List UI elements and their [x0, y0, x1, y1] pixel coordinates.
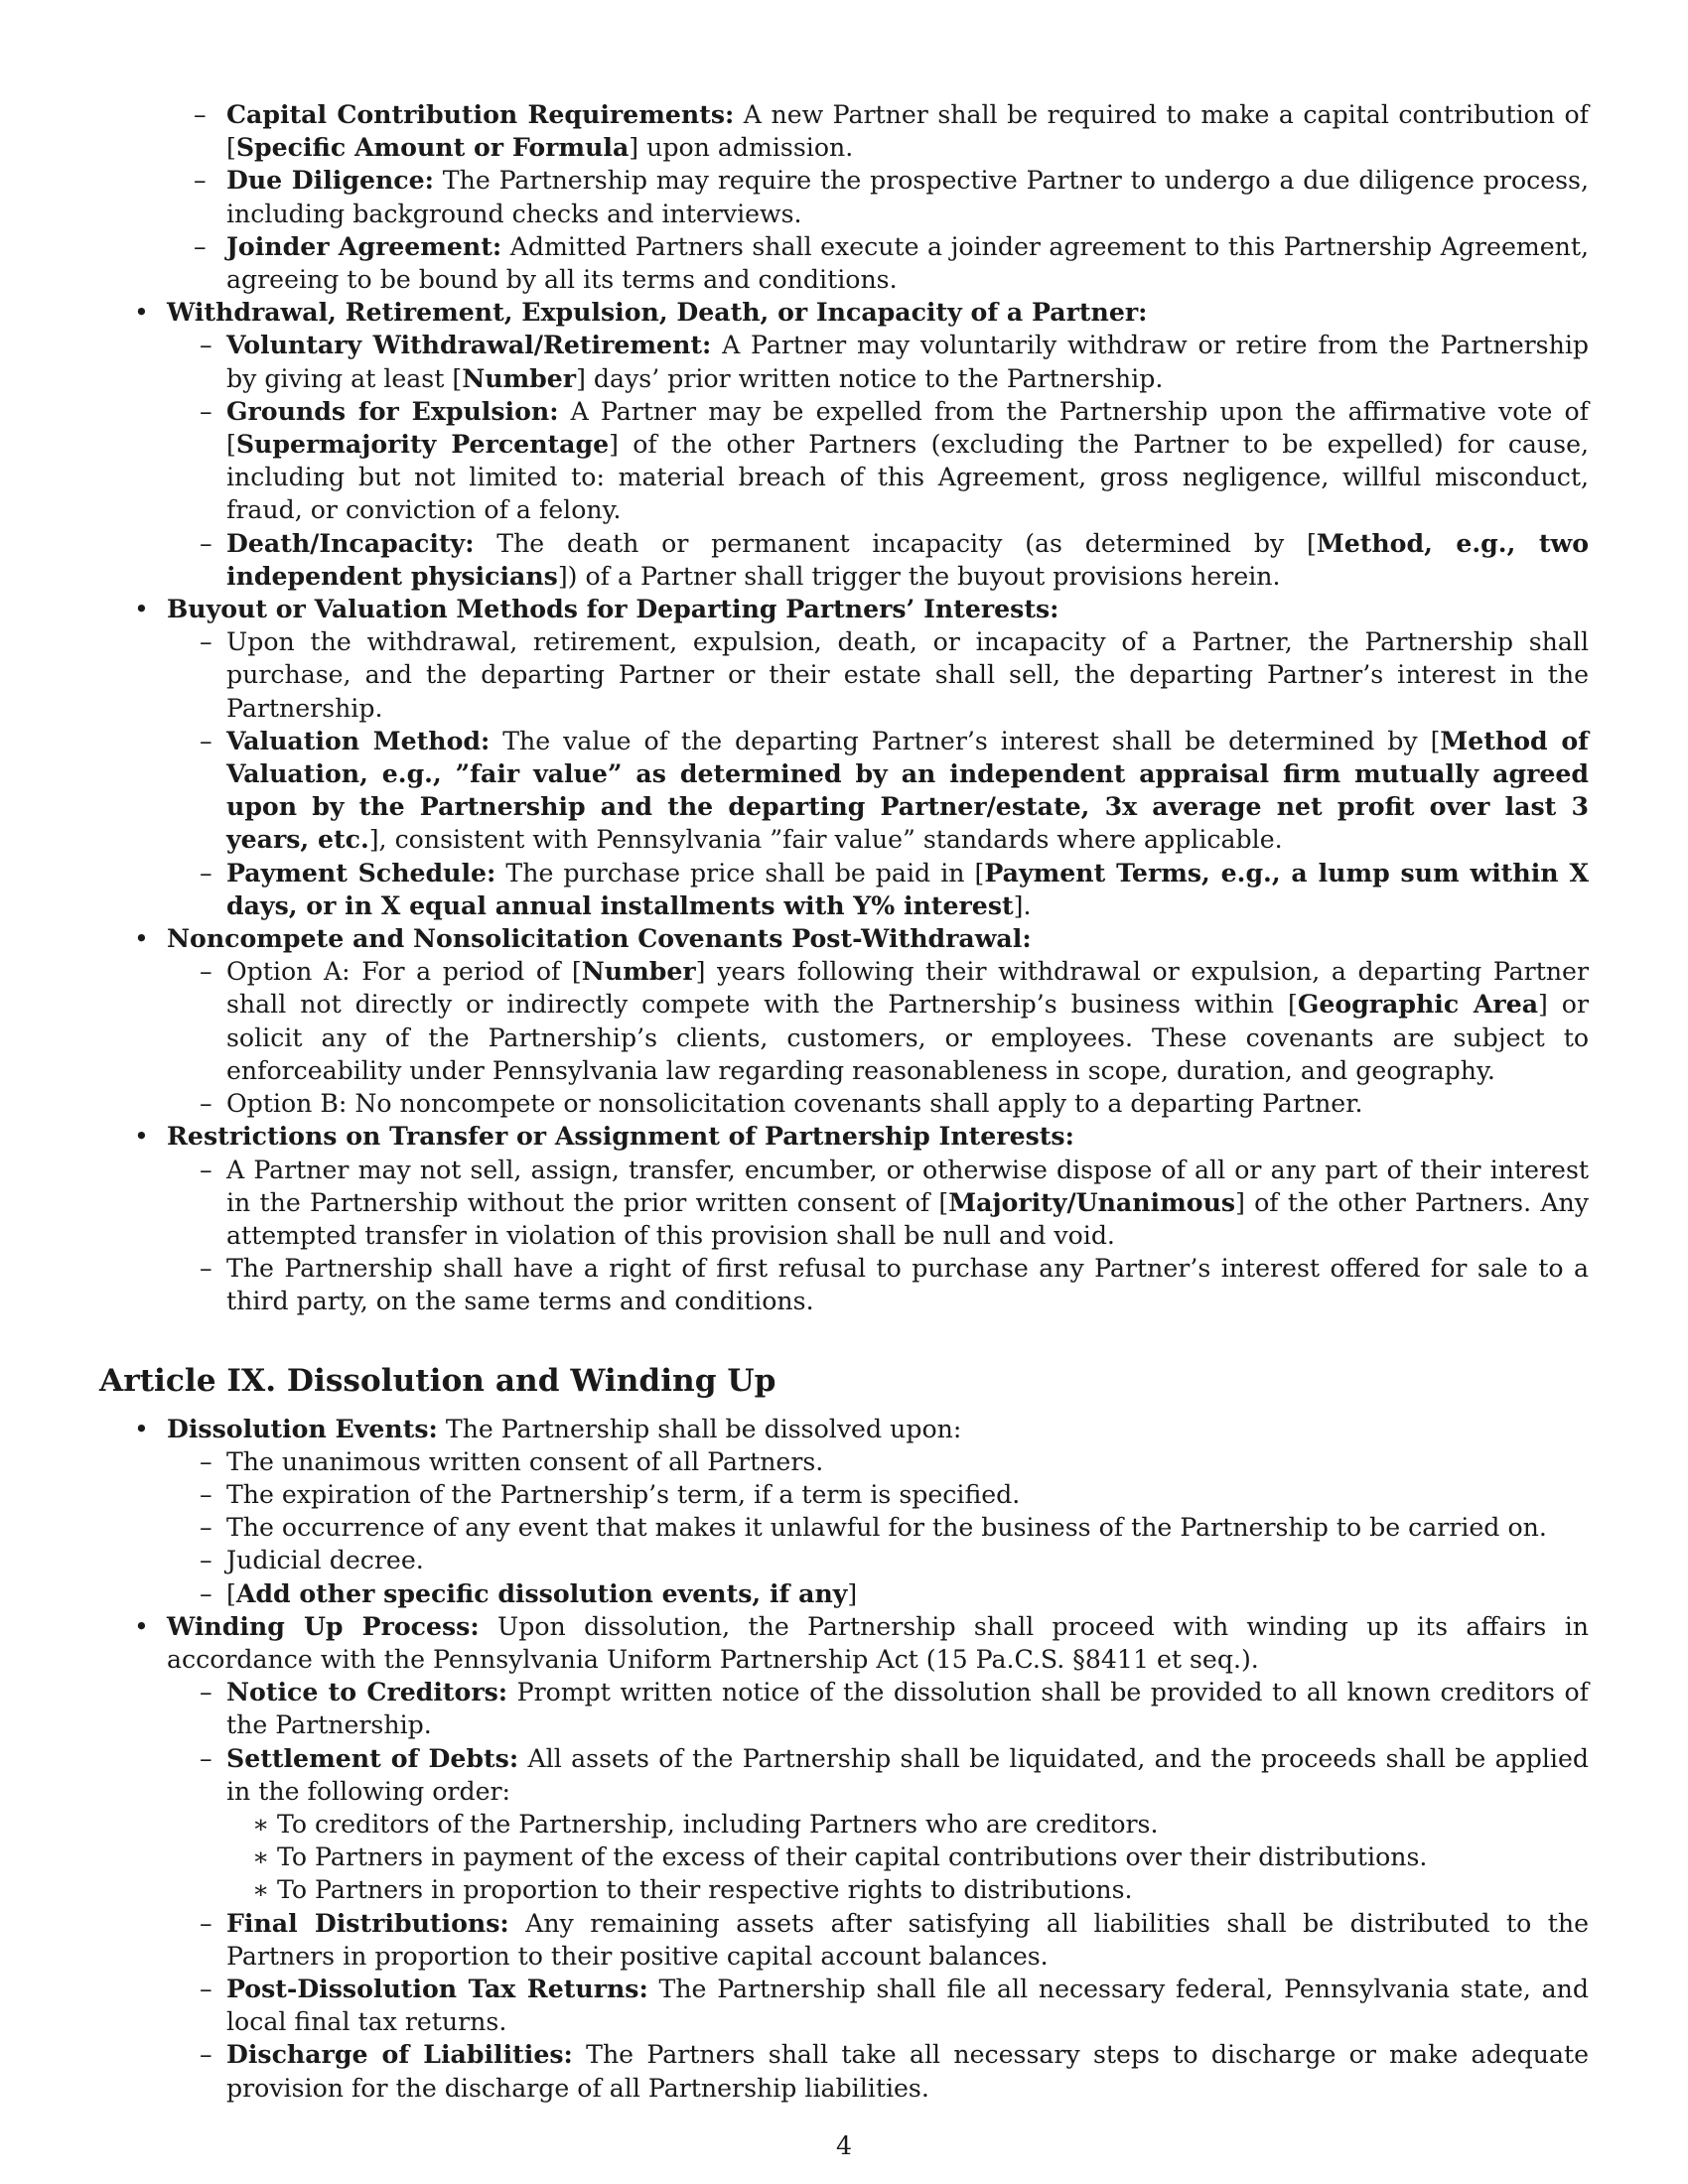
item-label: Dissolution Events: [167, 1413, 438, 1443]
item-label: Joinder Agreement: [226, 230, 502, 261]
item-label: Discharge of Liabilities: [226, 2039, 573, 2070]
dash-marker: – [194, 231, 207, 261]
list-item: – Voluntary Withdrawal/Retirement: A Partner may voluntarily withdraw or retire from the Partnership by giving at least [Number] days’ prior written notice to the Partnership. [200, 330, 1589, 393]
item-label: Settlement of Debts: [226, 1742, 519, 1773]
list-item: – The Partnership shall have a right of first refusal to purchase any Partner’s interest offered for sale to a third party, on the same terms and conditions. [200, 1254, 1589, 1316]
item-label: Payment Schedule: [226, 857, 496, 887]
admission-requirements-list [99, 98, 1589, 296]
list-item: – Grounds for Expulsion: A Partner may be expelled from the Partnership upon the affirmative vote of [Supermajority Percentage] of the other Partners (excluding the Partner to be expelled) for cause, including but not limited to: material breach of this Agreement, gross negligence, willful misconduct, fraud, or conviction of a felony. [200, 395, 1589, 525]
placeholder: Specific Amount or Formula [235, 132, 630, 163]
article-heading: Article IX. Dissolution and Winding Up [99, 1362, 776, 1399]
dash-marker: – [200, 726, 212, 755]
section-heading: Buyout or Valuation Methods for Departing Partners’ Interests: [167, 594, 1059, 624]
dash-marker: – [200, 1974, 212, 2003]
dash-marker: – [200, 528, 212, 558]
placeholder: Method, e.g., two independent physicians [226, 527, 1589, 591]
transfer-sublist [167, 1154, 1589, 1318]
dash-marker: – [200, 1089, 212, 1119]
bullet-marker: • [134, 1414, 149, 1443]
list-item-winding-up: • Winding Up Process: Upon dissolution, the Partnership shall proceed with winding up its affairs in accordance with the Pennsylvania Uniform Partnership Act (15 Pa.C.S. §8411 et seq.). – Notice to Creditors: Prompt written notice of the dissolution shall be provided to all known creditors of the Partnership. – Settlement of Debts: All assets of the Partnership shall be liquidated, and the proceeds shall be applied in the following order: ∗ To creditors of the Partnership, including Partners who are creditors. ∗ To Partners in payment of the excess of their capital contributions over their distributions. ∗ To Partners in proportion to their respective rights to distributions. – Final Distributions: Any remaining assets after satisfying all liabilities shall be distributed to the Partners in proportion to their positive capital account balances. – Post-Dissolution Tax Returns: The Partnership shall file all necessary federal, Pennsylvania state, and local final tax returns. – Discharge of Liabilities: The Partners shall take all necessary steps to discharge or make adequate provision for the discharge of all Partnership liabilities. [99, 1610, 1589, 2105]
list-item: – Upon the withdrawal, retirement, expulsion, death, or incapacity of a Partner, the Partnership shall purchase, and the departing Partner or their estate shall sell, the departing Partner’s interest in the Partnership. [200, 627, 1589, 723]
bullet-marker: • [134, 924, 149, 954]
list-item: ∗ To Partners in payment of the excess of their capital contributions over their distributions. [226, 1841, 1589, 1873]
star-marker: ∗ [252, 1843, 270, 1872]
dash-marker: – [200, 1546, 212, 1575]
dissolution-events-list [167, 1445, 1589, 1610]
dash-marker: – [200, 396, 212, 426]
item-label: Due Diligence: [226, 165, 434, 196]
list-item: – Option B: No noncompete or nonsolicitation covenants shall apply to a departing Partner. [167, 1087, 1589, 1120]
item-label: Final Distributions: [226, 1907, 509, 1938]
list-item: – The occurrence of any event that makes it unlawful for the business of the Partnership to be carried on. [167, 1511, 1589, 1544]
bullet-marker: • [134, 298, 149, 328]
item-label: Grounds for Expulsion: [226, 395, 559, 426]
list-item: ∗ To Partners in proportion to their respective rights to distributions. [226, 1873, 1589, 1906]
article-8-list [99, 296, 1589, 1317]
item-label: Valuation Method: [226, 725, 491, 755]
document-page [99, 98, 1589, 2105]
dash-marker: – [200, 2040, 212, 2070]
item-label: Post-Dissolution Tax Returns: [226, 1973, 648, 2003]
star-marker: ∗ [252, 1875, 270, 1905]
placeholder: Payment Terms, e.g., a lump sum within X days, or in X equal annual installments with Y% interest [226, 857, 1589, 920]
dash-marker: – [200, 627, 212, 657]
list-item: – [Add other specific dissolution events, if any] [167, 1577, 1589, 1610]
buyout-sublist [167, 625, 1589, 922]
noncompete-sublist [167, 955, 1589, 1120]
winding-up-sublist [167, 1676, 1589, 2105]
dash-marker: – [200, 331, 212, 360]
dash-marker: – [200, 1479, 212, 1509]
placeholder: Geographic Area [1297, 989, 1539, 1020]
list-item: – Capital Contribution Requirements: A new Partner shall be required to make a capital contribution of [Specific Amount or Formula] upon admission. [194, 99, 1590, 163]
dash-marker: – [200, 1155, 212, 1184]
page-number: 4 [835, 2131, 853, 2160]
list-item: – Post-Dissolution Tax Returns: The Partnership shall file all necessary federal, Pennsylvania state, and local final tax returns. [200, 1973, 1589, 2037]
section-heading: Withdrawal, Retirement, Expulsion, Death, or Incapacity of a Partner: [167, 297, 1148, 328]
list-item: – The unanimous written consent of all Partners. [167, 1445, 1589, 1478]
dash-marker: – [200, 858, 212, 887]
item-label: Capital Contribution Requirements: [226, 99, 735, 129]
list-item: – The expiration of the Partnership’s term, if a term is specified. [167, 1478, 1589, 1511]
dash-marker: – [200, 1678, 212, 1707]
placeholder: Majority/Unanimous [948, 1186, 1236, 1217]
list-item: – Valuation Method: The value of the departing Partner’s interest shall be determined by [Method of Valuation, e.g., ”fair value” as determined by an independent appraisal firm mutually agreed upon by the Partnership and the departing Partner/estate, 3x average net profit over last 3 years, etc.], consistent with Pennsylvania ”fair value” standards where applicable. [200, 725, 1589, 855]
section-heading: Noncompete and Nonsolicitation Covenants Post-Withdrawal: [167, 923, 1032, 954]
list-item-dissolution: • Dissolution Events: The Partnership shall be dissolved upon: – The unanimous written consent of all Partners. – The expiration of the Partnership’s term, if a term is specified. – The occurrence of any event that makes it unlawful for the business of the Partnership to be carried on. – Judicial decree. – [Add other specific dissolution events, if any] [99, 1413, 1589, 1610]
dash-marker: – [200, 1908, 212, 1938]
list-item: – Notice to Creditors: Prompt written notice of the dissolution shall be provided to all known creditors of the Partnership. [200, 1677, 1589, 1740]
list-item-noncompete [99, 922, 1589, 1120]
bullet-marker: • [134, 595, 149, 624]
list-item: – A Partner may not sell, assign, transfer, encumber, or otherwise dispose of all or any part of their interest in the Partnership without the prior written consent of [Majority/Unanimous] of the other Partners. Any attempted transfer in violation of this provision shall be null and void. [200, 1155, 1589, 1250]
dash-marker: – [200, 1254, 212, 1284]
list-item-buyout [99, 593, 1589, 922]
list-item-withdrawal [99, 296, 1589, 593]
list-item: – Final Distributions: Any remaining assets after satisfying all liabilities shall be distributed to the Partners in proportion to their positive capital account balances. [200, 1907, 1589, 1971]
withdrawal-sublist [167, 329, 1589, 593]
article-9-list [99, 1413, 1589, 2105]
bullet-marker: • [134, 1122, 149, 1152]
placeholder: Number [581, 956, 696, 987]
item-label: Winding Up Process: [167, 1610, 480, 1641]
list-item: – Option A: For a period of [Number] years following their withdrawal or expulsion, a departing Partner shall not directly or indirectly compete with the Partnership’s business within [Geographic Area] or solicit any of the Partnership’s clients, customers, or employees. These covenants are subject to enforceability under Pennsylvania law regarding reasonableness in scope, duration, and geography. [200, 956, 1589, 1085]
dash-marker: – [200, 1513, 212, 1543]
placeholder: Number [462, 362, 577, 393]
list-item: – Payment Schedule: The purchase price shall be paid in [Payment Terms, e.g., a lump sum within X days, or in X equal annual installments with Y% interest]. [200, 857, 1589, 920]
dash-marker: – [200, 1446, 212, 1476]
section-heading: Restrictions on Transfer or Assignment of Partnership Interests: [167, 1121, 1074, 1152]
list-item: – Settlement of Debts: All assets of the Partnership shall be liquidated, and the proceeds shall be applied in the following order: ∗ To creditors of the Partnership, including Partners who are creditors. ∗ To Partners in payment of the excess of their capital contributions over their distributions. ∗ To Partners in proportion to their respective rights to distributions. [167, 1742, 1589, 1907]
settlement-order-list [226, 1808, 1589, 1907]
placeholder: Supermajority Percentage [235, 429, 610, 460]
item-label: Death/Incapacity: [226, 527, 475, 558]
list-item: ∗ To creditors of the Partnership, including Partners who are creditors. [226, 1808, 1589, 1841]
list-item: – Judicial decree. [167, 1544, 1589, 1576]
list-item: – Discharge of Liabilities: The Partners shall take all necessary steps to discharge or make adequate provision for the discharge of all Partnership liabilities. [200, 2039, 1589, 2103]
list-item: – Due Diligence: The Partnership may require the prospective Partner to undergo a due diligence process, including background checks and interviews. [194, 165, 1589, 228]
dash-marker: – [194, 100, 207, 129]
placeholder: Add other specific dissolution events, if any [235, 1577, 848, 1608]
list-item-transfer [99, 1120, 1589, 1317]
list-item: – Joinder Agreement: Admitted Partners shall execute a joinder agreement to this Partnership Agreement, agreeing to be bound by all its terms and conditions. [194, 230, 1590, 295]
dash-marker: – [194, 166, 207, 196]
dash-marker: – [200, 1578, 212, 1608]
dash-marker: – [200, 1743, 212, 1773]
list-item: – Death/Incapacity: The death or permanent incapacity (as determined by [Method, e.g., two independent physicians]) of a Partner shall trigger the buyout provisions herein. [200, 527, 1589, 591]
dash-marker: – [200, 957, 212, 987]
item-label: Voluntary Withdrawal/Retirement: [226, 330, 712, 360]
star-marker: ∗ [252, 1809, 270, 1839]
bullet-marker: • [134, 1611, 149, 1641]
placeholder: Method of Valuation, e.g., ”fair value” as determined by an independent appraisal firm mutually agreed upon by the Partnership and the departing Partner/estate, 3x average net profit over last 3 years, etc. [226, 725, 1589, 855]
item-label: Notice to Creditors: [226, 1677, 508, 1707]
